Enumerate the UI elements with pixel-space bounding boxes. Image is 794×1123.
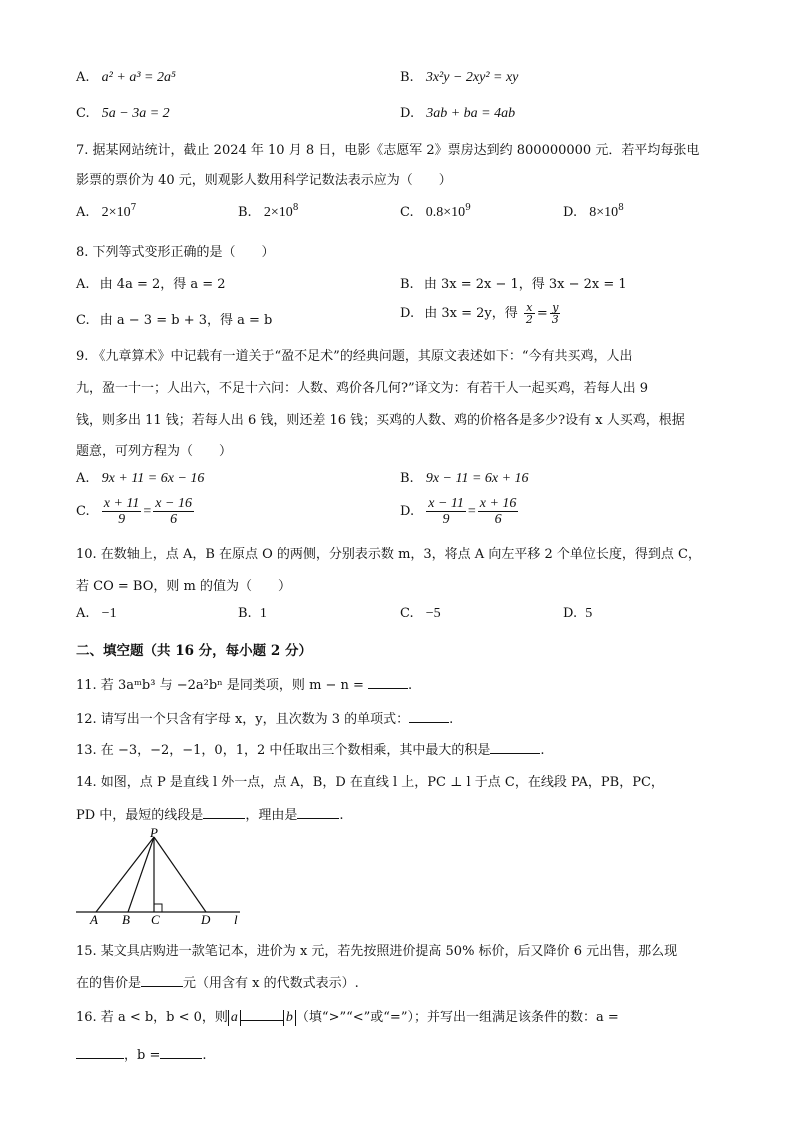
q7-option-a (76, 205, 136, 221)
option-label: A. (76, 70, 90, 85)
option-label: B. (238, 606, 252, 621)
denominator: 6 (170, 512, 178, 527)
denominator: 2 (525, 313, 533, 326)
numerator: x − 16 (155, 496, 192, 511)
period: . (202, 1048, 207, 1063)
question-text: 12. 请写出一个只含有字母 x，y，且次数为 3 的单项式： (76, 712, 410, 727)
numerator: x + 16 (479, 496, 517, 511)
option-label: C. (400, 606, 414, 621)
q10-stem-line-1: 10. 在数轴上，点 A，B 在原点 O 的两侧，分别表示数 m，3，将点 A 向左平移 2 个单位长度，得到点 C， (76, 547, 701, 562)
q10-option-b (238, 606, 267, 622)
q8-option-b (400, 273, 627, 292)
denominator: 9 (442, 512, 450, 527)
right-angle-mark (154, 904, 162, 912)
q9-stem-line-3: 钱，则多出 11 钱；若每人出 6 钱，则还差 16 钱；买鸡的人数、鸡的价格各是多少?设有 x 人买鸡，根据 (76, 413, 685, 428)
q9-option-a (76, 471, 204, 487)
q6-option-a (76, 70, 176, 86)
option-label: D. (563, 205, 578, 220)
option-label: C. (76, 313, 90, 328)
q10-option-c (400, 606, 441, 622)
fraction (102, 496, 142, 527)
q7-option-c (400, 205, 471, 221)
segment-pb (128, 837, 154, 912)
answer-blank[interactable] (203, 806, 245, 819)
q8-stem: 8. 下列等式变形正确的是（ ） (76, 245, 275, 260)
option-base: 2×10 (101, 205, 131, 220)
fraction (478, 496, 519, 527)
option-label: A. (76, 277, 90, 292)
question-text: （填“>”“<”或“=”）；并写出一组满足该条件的数：a = (295, 1010, 619, 1025)
option-label: A. (76, 606, 90, 621)
q12 (76, 708, 453, 727)
label-a: A (90, 912, 98, 925)
option-expression: 9x − 11 = 6x + 16 (425, 471, 529, 486)
option-label: C. (76, 106, 90, 121)
option-label: C. (76, 504, 90, 519)
question-text: PD 中，最短的线段是 (76, 808, 204, 823)
answer-blank-a[interactable] (76, 1046, 124, 1059)
answer-blank[interactable] (241, 1008, 283, 1021)
question-text: ，理由是 (245, 808, 298, 823)
q9-option-b (400, 471, 529, 487)
numerator: x (526, 301, 533, 314)
answer-blank[interactable] (297, 806, 339, 819)
absolute-value-b: b (283, 1010, 296, 1026)
q9-option-c (76, 496, 196, 527)
numerator: y (552, 301, 559, 314)
option-expression: 3ab + ba = 4ab (426, 106, 516, 121)
label-c: C (151, 912, 160, 925)
absolute-value-a: a (228, 1010, 241, 1026)
option-label: D. (400, 306, 415, 321)
option-expression: a² + a³ = 2a⁵ (101, 70, 176, 85)
equals-sign: = (536, 306, 548, 321)
q16-line-2 (76, 1044, 207, 1063)
denominator: 9 (118, 512, 126, 527)
denominator: 6 (494, 512, 502, 527)
option-expression: 5a − 3a = 2 (101, 106, 170, 121)
q7-stem-line-2: 影票的票价为 40 元，则观影人数用科学记数法表示应为（ ） (76, 173, 452, 188)
answer-blank[interactable] (409, 710, 449, 723)
q7-option-d (563, 205, 624, 221)
fraction (426, 496, 466, 527)
period: . (407, 678, 413, 693)
q7-stem-line-1: 7. 据某网站统计，截止 2024 年 10 月 8 日，电影《志愿军 2》票房达到约 800000000 元．若平均每张电 (76, 143, 700, 158)
label-d: D (201, 912, 211, 925)
option-text: 由 3x = 2x − 1，得 3x − 2x = 1 (423, 277, 627, 292)
option-expression: 9x + 11 = 6x − 16 (101, 471, 205, 486)
q8-option-c (76, 309, 272, 328)
q9-stem-line-4: 题意，可列方程为（ ） (76, 444, 233, 459)
period: . (449, 712, 454, 727)
option-exponent: 9 (465, 203, 471, 213)
fraction (550, 302, 561, 325)
label-b: B (122, 912, 130, 925)
segment-pa (96, 837, 154, 912)
q8-option-a (76, 273, 226, 292)
option-value: 5 (585, 606, 593, 621)
denominator: 3 (551, 313, 559, 326)
q15-stem-line-1: 15. 某文具店购进一款笔记本，进价为 x 元，若先按照进价提高 50% 标价，后又降价 6 元出售，那么现 (76, 944, 678, 959)
period: . (540, 743, 545, 758)
option-base: 8×10 (589, 205, 619, 220)
question-text: 在的售价是 (76, 976, 142, 991)
option-base: 2×10 (263, 205, 293, 220)
question-text: 11. 若 3aᵐb³ 与 −2a²bⁿ 是同类项，则 m − n = (76, 678, 364, 693)
q14-stem-line-2 (76, 804, 343, 823)
option-label: B. (400, 277, 414, 292)
option-label: D. (400, 504, 415, 519)
q9-stem-line-2: 九，盈一十一；人出六，不足十六问：人数、鸡价各几何?”译文为：有若干人一起买鸡，若每人出 9 (76, 381, 649, 396)
q11 (76, 674, 412, 693)
q8-option-d (400, 302, 563, 325)
question-text: 13. 在 −3，−2，−1，0，1，2 中任取出三个数相乘，其中最大的积是 (76, 743, 491, 758)
q9-option-d (400, 496, 520, 527)
question-text: 16. 若 a < b，b < 0，则 (76, 1010, 228, 1025)
option-expression: 3x²y − 2xy² = xy (425, 70, 519, 85)
option-label: D. (400, 106, 415, 121)
q14-stem-line-1: 14. 如图，点 P 是直线 l 外一点，点 A，B，D 在直线 l 上，PC ⊥ l 于点 C，在线段 PA，PB，PC， (76, 775, 664, 790)
q7-option-b (238, 205, 298, 221)
question-text: 元（用含有 x 的代数式表示）. (183, 976, 359, 991)
option-exponent: 8 (618, 203, 624, 213)
label-p: P (150, 825, 158, 840)
q15-stem-line-2 (76, 972, 359, 991)
option-text: 由 3x = 2y，得 (424, 306, 518, 321)
answer-blank-b[interactable] (160, 1046, 202, 1059)
q6-option-d (400, 106, 515, 122)
numerator: x − 11 (428, 496, 464, 511)
fraction (153, 496, 194, 527)
option-label: B. (238, 205, 252, 220)
option-value: −1 (101, 606, 117, 621)
geometry-figure (70, 825, 260, 925)
option-label: A. (76, 205, 90, 220)
q10-option-a (76, 606, 117, 622)
answer-blank[interactable] (490, 741, 540, 754)
numerator: x + 11 (103, 496, 140, 511)
segment-pd (154, 837, 206, 912)
option-label: A. (76, 471, 90, 486)
option-base: 0.8×10 (425, 205, 466, 220)
q6-option-b (400, 70, 518, 86)
option-label: B. (400, 70, 414, 85)
equals-sign: = (143, 504, 152, 519)
option-text: 由 a − 3 = b + 3，得 a = b (99, 313, 273, 328)
option-label: C. (400, 205, 414, 220)
answer-blank[interactable] (368, 676, 408, 689)
q6-option-c (76, 106, 170, 122)
equals-sign: = (467, 504, 476, 519)
option-text: 由 4a = 2，得 a = 2 (99, 277, 226, 292)
option-value: 1 (259, 606, 267, 621)
option-exponent: 8 (292, 203, 299, 213)
q10-stem-line-2: 若 CO = BO，则 m 的值为（ ） (76, 579, 291, 594)
period: . (339, 808, 344, 823)
option-label: B. (400, 471, 414, 486)
option-label: D. (563, 606, 578, 621)
answer-blank[interactable] (141, 974, 183, 987)
q13 (76, 739, 545, 758)
option-value: −5 (425, 606, 441, 621)
q16-line-1 (76, 1006, 619, 1026)
fraction (524, 302, 535, 325)
section-title: 二、填空题（共 16 分，每小题 2 分） (76, 643, 312, 659)
label-l: l (234, 912, 238, 925)
question-text: ，b = (124, 1048, 161, 1063)
q10-option-d (563, 606, 592, 622)
option-exponent: 7 (130, 203, 137, 213)
q9-stem-line-1: 9. 《九章算术》中记载有一道关于“盈不足术”的经典问题，其原文表述如下：“今有共买鸡，人出 (76, 349, 633, 364)
